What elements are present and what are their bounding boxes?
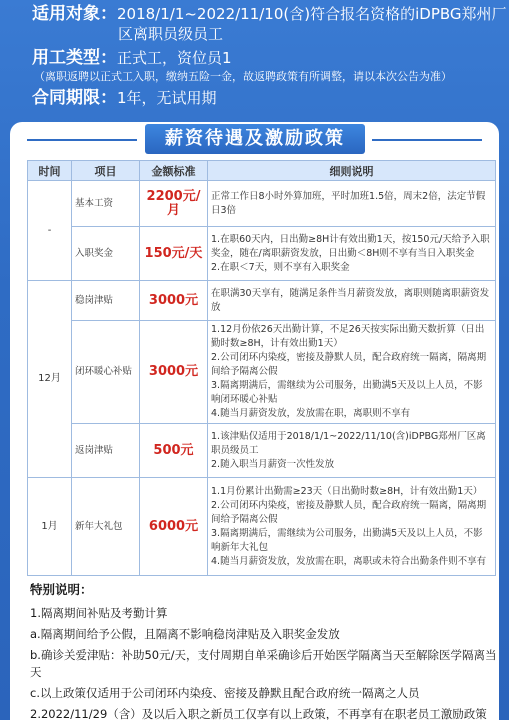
header-detail: 细则说明 [208, 161, 496, 181]
time-cell: 1月 [28, 478, 72, 576]
amount-cell: 150元/天 [140, 227, 208, 281]
special-item-1: 1.隔离期间补贴及考勤计算 [30, 606, 168, 620]
special-title: 特别说明： [30, 582, 93, 597]
special-item-c: c.以上政策仅适用于公司闭环内染疫、密接及静默且配合政府统一隔离之人员 [30, 686, 420, 700]
applicants-label: 适用对象： [32, 4, 117, 24]
special-item-b: b.确诊关爱津贴：补助50元/天，支付周期自单采确诊后开始医学隔离当天至解除医学隔离当天 [30, 648, 497, 679]
header [0, 0, 509, 130]
job-type-note: （离职返聘以正式工入职，缴纳五险一金，故返聘政策有所调整，请以本次公告为准） [34, 70, 452, 83]
special-item-2: 2.2022/11/29（含）及以后入职之新员工仅享有以上政策，不再享有在职老员工激励政策 [30, 707, 487, 720]
amount-cell: 3000元 [140, 321, 208, 424]
table-header-row [28, 161, 496, 181]
item-cell: 入职奖金 [72, 227, 140, 281]
applicants-value-1: 2018/1/1~2022/11/10(含)符合报名资格的iDPBG郑州厂 [117, 5, 507, 23]
detail-cell: 1.该津贴仅适用于2018/1/1~2022/11/10(含)iDPBG郑州厂区离职员级员工 2.随入职当月薪资一次性发放 [208, 424, 496, 478]
item-cell: 新年大礼包 [72, 478, 140, 576]
table-row [28, 281, 496, 321]
banner-title: 薪资待遇及激励政策 [145, 124, 365, 154]
contract-label: 合同期限： [32, 88, 117, 108]
special-notes [30, 580, 500, 720]
policy-card [10, 122, 499, 720]
salary-table [27, 160, 496, 576]
table-row [28, 424, 496, 478]
table-row [28, 227, 496, 281]
item-cell: 返岗津贴 [72, 424, 140, 478]
time-cell: 12月 [28, 281, 72, 478]
detail-cell: 在职满30天享有，随满足条件当月薪资发放，离职则随离职薪资发放 [208, 281, 496, 321]
time-cell: - [28, 181, 72, 281]
banner-wrap [10, 122, 499, 160]
job-type-value: 正式工，资位员1 [117, 49, 232, 67]
table-row [28, 321, 496, 424]
banner-line-right [372, 139, 482, 141]
amount-cell: 2200元/月 [140, 181, 208, 227]
header-amount: 金额标准 [140, 161, 208, 181]
applicants-line-1 [32, 4, 507, 24]
job-type-label: 用工类型： [32, 48, 117, 68]
amount-cell: 6000元 [140, 478, 208, 576]
applicants-line-2: 区离职员级员工 [118, 25, 224, 43]
banner-line-left [27, 139, 137, 141]
amount-cell: 3000元 [140, 281, 208, 321]
header-time: 时间 [28, 161, 72, 181]
item-cell: 稳岗津贴 [72, 281, 140, 321]
table-row [28, 181, 496, 227]
item-cell: 闭环暖心补贴 [72, 321, 140, 424]
job-type-line [32, 48, 499, 68]
detail-cell: 正常工作日8小时外算加班，平时加班1.5倍，周末2倍，法定节假日3倍 [208, 181, 496, 227]
header-item: 项目 [72, 161, 140, 181]
detail-cell: 1.1月份累计出勤需≥23天（日出勤时数≥8H，计有效出勤1天） 2.公司闭环内染疫，密接及静默人员，配合政府统一隔离，隔离期间给予隔离公假 3.隔离期满后，需继续为公司服务，出勤满5天及以上人员，不影响新年大礼包 4.随当月薪资发放，发放需在职，离职或未符合出勤条件则不享有 [208, 478, 496, 576]
detail-cell: 1.12月份依26天出勤计算，不足26天按实际出勤天数折算（日出勤时数≥8H，计有效出勤1天） 2.公司闭环内染疫，密接及静默人员，配合政府统一隔离，隔离期间给予隔离公假 3.隔离期满后，需继续为公司服务，出勤满5天及以上人员，不影响闭环暖心补贴 4.随当月薪资发放，发放需在职，离职则不享有 [208, 321, 496, 424]
special-item-a: a.隔离期间给予公假，且隔离不影响稳岗津贴及入职奖金发放 [30, 627, 340, 641]
item-cell: 基本工资 [72, 181, 140, 227]
amount-cell: 500元 [140, 424, 208, 478]
contract-line [32, 88, 499, 108]
table-row [28, 478, 496, 576]
contract-value: 1年，无试用期 [117, 89, 217, 107]
detail-cell: 1.在职60天内，日出勤≥8H计有效出勤1天，按150元/天给予入职奖金，随在/离职薪资发放，日出勤＜8H则不享有当日入职奖金 2.在职＜7天，则不享有入职奖金 [208, 227, 496, 281]
